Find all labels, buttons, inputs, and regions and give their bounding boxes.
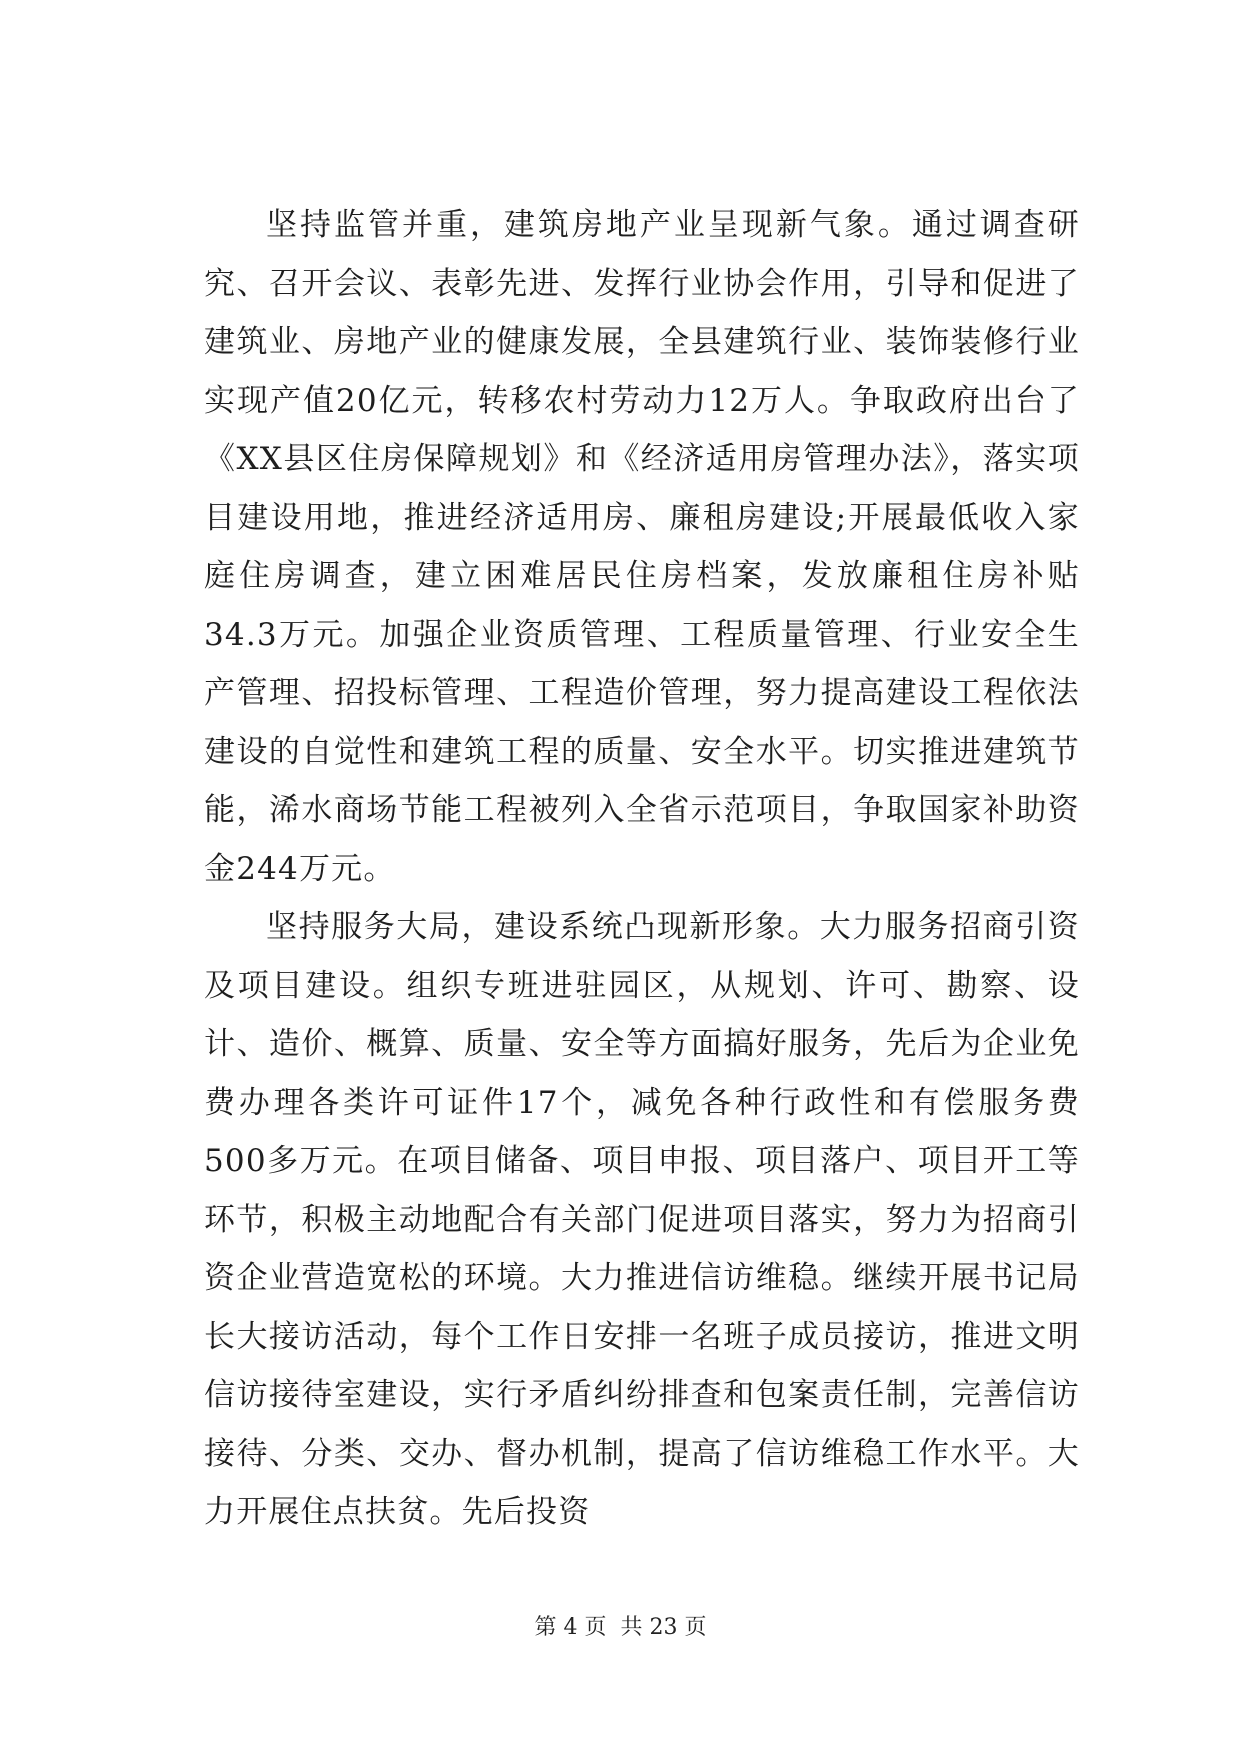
paragraph-service-overall: 坚持服务大局，建设系统凸现新形象。大力服务招商引资及项目建设。组织专班进驻园区，从规划、许可、勘察、设计、造价、概算、质量、安全等方面搞好服务，先后为企业免费办理各类许可证件17个，减免各种行政性和有偿服务费500多万元。在项目储备、项目申报、项目落户、项目开工等环节，积极主动地配合有关部门促进项目落实，努力为招商引资企业营造宽松的环境。大力推进信访维稳。继续开展书记局长大接访活动，每个工作日安排一名班子成员接访，推进文明信访接待室建设，实行矛盾纠纷排查和包案责任制，完善信访接待、分类、交办、督办机制，提高了信访维稳工作水平。大力开展住点扶贫。先后投资	[204, 909, 1080, 1530]
page-number-label: 第 4 页 共 23 页	[534, 1615, 707, 1640]
page-footer	[0, 1610, 1241, 1641]
paragraph-construction-real-estate: 坚持监管并重，建筑房地产业呈现新气象。通过调查研究、召开会议、表彰先进、发挥行业协会作用，引导和促进了建筑业、房地产业的健康发展，全县建筑行业、装饰装修行业实现产值20亿元，转移农村劳动力12万人。争取政府出台了《XX县区住房保障规划》和《经济适用房管理办法》，落实项目建设用地，推进经济适用房、廉租房建设;开展最低收入家庭住房调查，建立困难居民住房档案，发放廉租住房补贴34.3万元。加强企业资质管理、工程质量管理、行业安全生产管理、招投标管理、工程造价管理，努力提高建设工程依法建设的自觉性和建筑工程的质量、安全水平。切实推进建筑节能，浠水商场节能工程被列入全省示范项目，争取国家补助资金244万元。	[204, 207, 1080, 887]
document-body	[204, 196, 1080, 1542]
